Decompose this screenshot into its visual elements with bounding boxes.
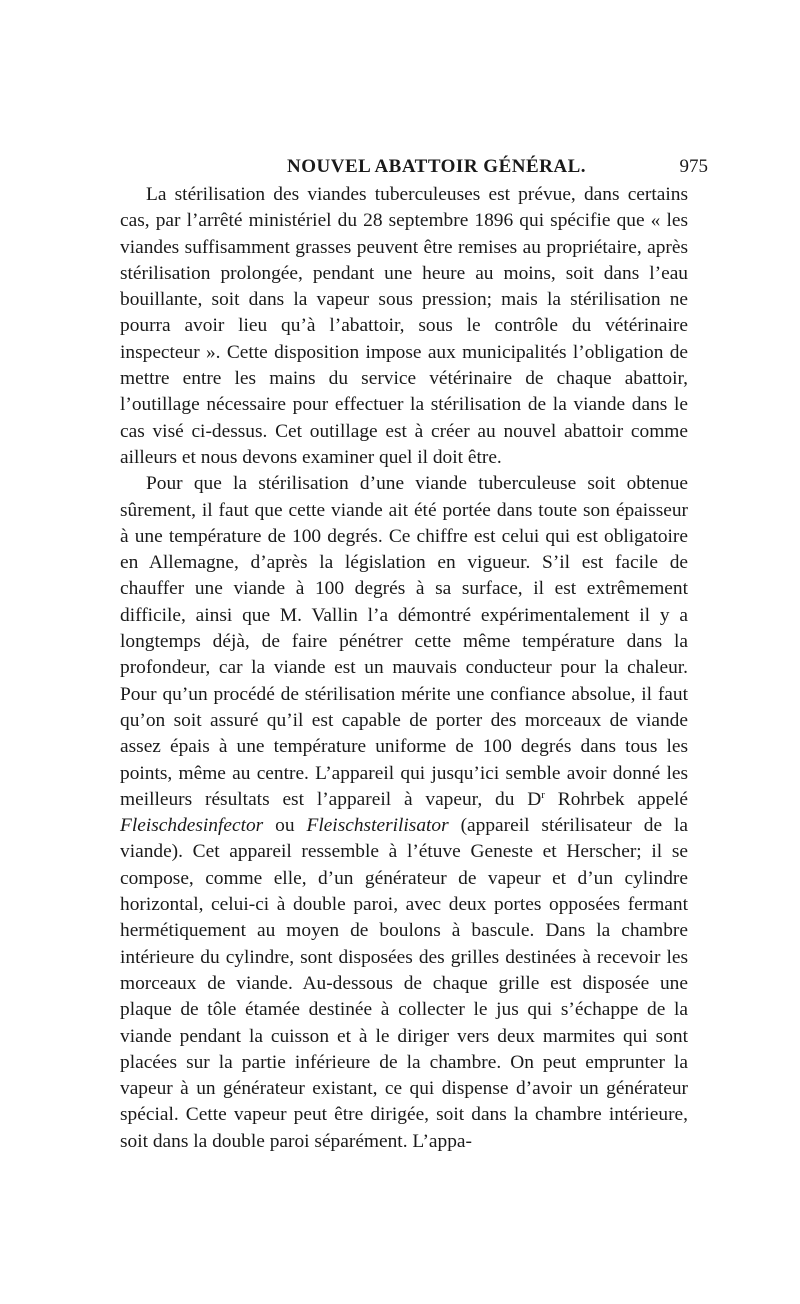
- running-title: NOUVEL ABATTOIR GÉNÉRAL.: [287, 156, 587, 177]
- doctor-abbrev-superscript: r: [541, 788, 545, 801]
- term-fleischsterilisator: Fleischsterilisator: [306, 815, 449, 837]
- paragraph-1: [120, 182, 688, 471]
- term-fleischdesinfector: Fleischdesinfector: [120, 815, 264, 837]
- paragraph-1-text: La stérilisation des viandes tuberculeuses est prévue, dans certains cas, par l’arrêté ministériel du 28 septembre 1896 qui spécifie que « les viandes suffisamment grasses peuvent être remises au propriétaire, après stérilisation prolongée, pendant une heure au moins, soit dans l’eau bouillante, soit dans la vapeur sous pression; mais la stérilisation ne pourra avoir lieu qu’à l’abattoir, sous le contrôle du vétérinaire inspecteur ». Cette disposition impose aux municipalités l’obligation de mettre entre les mains du service vétérinaire de chaque abattoir, l’outillage nécessaire pour effectuer la stérilisation de la viande dans le cas visé ci-dessus. Cet outillage est à créer au nouvel abattoir comme ailleurs et nous devons examiner quel il doit être.: [120, 184, 688, 468]
- paragraph-2-text-a: Pour que la stérilisation d’une viande tuberculeuse soit obtenue sûrement, il faut que cette viande ait été portée dans toute son épaisseur à une température de 100 degrés. Ce chiffre est celui qui est obligatoire en Allemagne, d’après la législation en vigueur. S’il est facile de chauffer une viande à 100 degrés à sa surface, il est extrêmement difficile, ainsi que M. Vallin l’a démontré expérimentalement il y a longtemps déjà, de faire pénétrer cette même température dans la profondeur, car la viande est un mauvais conducteur pour la chaleur. Pour qu’un procédé de stérilisation mérite une confiance absolue, il faut qu’on soit assuré qu’il est capable de porter des morceaux de viande assez épais à une température uniforme de 100 degrés dans tous les points, même au centre. L’appareil qui jusqu’ici semble avoir donné les meilleurs résultats est l’appareil à vapeur, du D: [120, 473, 688, 810]
- page-number: 975: [679, 156, 708, 177]
- paragraph-2-text-d: (appareil stérilisateur de la viande). Cet appareil ressemble à l’étuve Geneste et Herscher; il se compose, comme elle, d’un générateur de vapeur et d’un cylindre horizontal, celui-ci à double paroi, avec deux portes opposées fermant hermétiquement au moyen de boulons à bascule. Dans la chambre intérieure du cylindre, sont disposées des grilles destinées à recevoir les morceaux de viande. Au-dessous de chaque grille est disposée une plaque de tôle étamée destinée à collecter le jus qui s’échappe de la viande pendant la cuisson et à le diriger vers deux marmites qui sont placées sur la partie inférieure de la chambre. On peut emprunter la vapeur à un générateur existant, ce qui dispense d’avoir un générateur spécial. Cette vapeur peut être dirigée, soit dans la chambre intérieure, soit dans la double paroi séparément. L’appa-: [120, 815, 688, 1152]
- body-text: [120, 182, 688, 1155]
- paragraph-2-text-b: Rohrbek appelé: [544, 788, 688, 810]
- paragraph-2: [120, 471, 688, 1155]
- running-head: [120, 156, 708, 180]
- paragraph-2-text-c: ou: [263, 815, 307, 837]
